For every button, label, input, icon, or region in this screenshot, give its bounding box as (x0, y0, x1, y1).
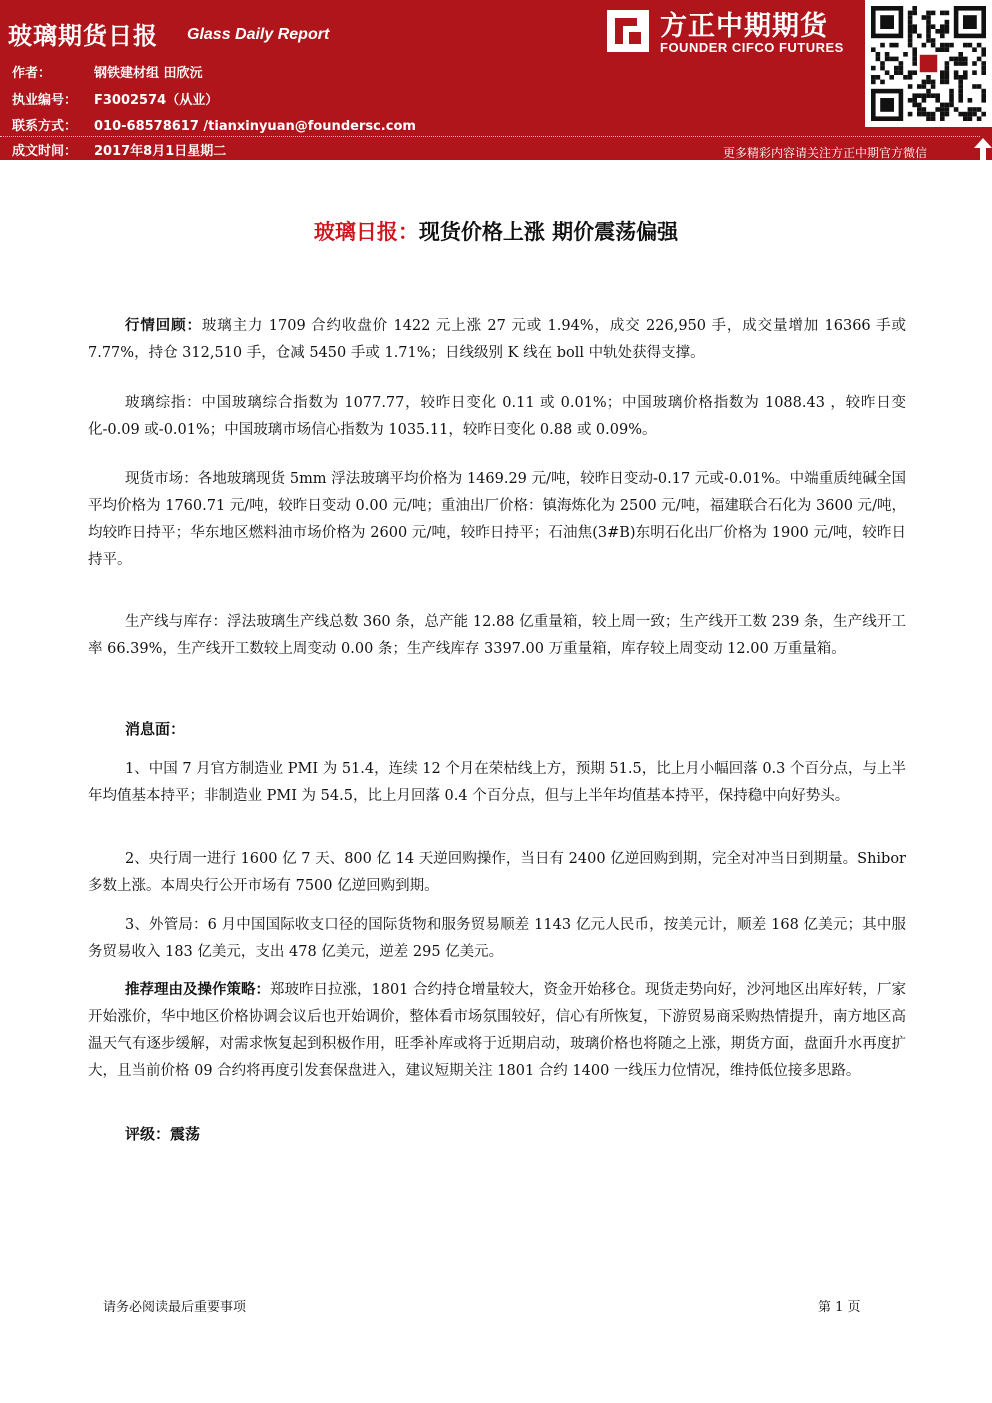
meta-contact (12, 115, 416, 134)
meta-label: 作者： (12, 66, 52, 81)
meta-divider (0, 136, 980, 137)
news-heading: 消息面： (125, 720, 186, 738)
rating (125, 1123, 200, 1144)
rating-label: 评级： (125, 1125, 171, 1143)
news-item-1: 1、中国 7 月官方制造业 PMI 为 51.4，连续 12 个月在荣枯线上方，预期 51.5，比上月小幅回落 0.3 个百分点，与上半年均值基本持平；非制造业 PMI 为 54.5，比上月回落 0.4 个百分点，但与上半年均值基本持平，保持稳中向好势头。 (88, 761, 906, 804)
brand-name-cn: 方正中期期货 (660, 11, 828, 42)
market-review-label: 行情回顾： (125, 318, 202, 334)
strategy-text: 郑玻昨日拉涨，1801 合约持仓增量较大，资金开始移仓。现货走势向好，沙河地区出库好转，厂家开始涨价，华中地区价格协调会议后也开始调价，整体看市场氛围较好，信心有所恢复，下游贸易商采购热情提升，南方地区高温天气有逐步缓解，对需求恢复起到积极作用，旺季补库或将于近期启动，玻璃价格也将随之上涨，期货方面，盘面升水再度扩大，且当前价格 09 合约将再度引发套保盘进入，建议短期关注 1801 合约 1400 一线压力位情况，维持低位接多思路。 (88, 982, 907, 1079)
news-item-2: 2、央行周一进行 1600 亿 7 天、800 亿 14 天逆回购操作，当日有 2400 亿逆回购到期，完全对冲当日到期量。Shibor 多数上涨。本周央行公开市场有 7500 亿逆回购到期。 (88, 851, 906, 894)
spot-market-paragraph: 现货市场：各地玻璃现货 5mm 浮法玻璃平均价格为 1469.29 元/吨，较昨日变动-0.17 元或-0.01%。中端重质纯碱全国平均价格为 1760.71 元/吨，较昨日变动 0.00 元/吨；重油出厂价格：镇海炼化为 2500 元/吨，福建联合石化为 3600 元/吨，均较昨日持平；华东地区燃料油市场价格为 2600 元/吨，较昨日持平；石油焦(3#B)东明石化出厂价格为 1900 元/吨，较昨日持平。 (88, 471, 906, 568)
page-title (0, 216, 992, 246)
arrow-up-icon (974, 138, 992, 160)
meta-value: 钢铁建材组 田欣沅 (94, 66, 203, 81)
report-title-en: Glass Daily Report (187, 26, 330, 43)
qr-code-icon (865, 0, 992, 127)
meta-label: 执业编号： (12, 93, 78, 108)
qr-code[interactable] (865, 0, 992, 127)
wechat-follow-note: 更多精彩内容请关注方正中期官方微信 (723, 146, 928, 160)
header-banner (0, 0, 992, 160)
rating-value: 震荡 (170, 1125, 201, 1143)
meta-date (12, 140, 226, 159)
market-review-text: 玻璃主力 1709 合约收盘价 1422 元上涨 27 元或 1.94%，成交 226,950 手，成交量增加 16366 手或 7.77%，持仓 312,510 手，仓减 5450 手或 1.71%；日线级别 K 线在 boll 中轨处获得支撑。 (88, 318, 907, 361)
production-inventory-paragraph: 生产线与库存：浮法玻璃生产线总数 360 条，总产能 12.88 亿重量箱，较上周一致；生产线开工数 239 条，生产线开工率 66.39%，生产线开工数较上周变动 0.00 条；生产线库存 3397.00 万重量箱，库存较上周变动 12.00 万重量箱。 (88, 614, 906, 657)
report-title-cn: 玻璃期货日报 (8, 22, 158, 50)
title-prefix: 玻璃日报： (313, 220, 419, 244)
page-number: 第 1 页 (818, 1300, 861, 1315)
meta-label: 成文时间： (12, 144, 78, 159)
strategy-paragraph (88, 977, 906, 1085)
meta-value: 010-68578617 /tianxinyuan@foundersc.com (94, 119, 416, 134)
footer-disclaimer: 请务必阅读最后重要事项 (103, 1300, 247, 1315)
title-main: 现货价格上涨 期价震荡偏强 (418, 220, 679, 244)
founder-logo-icon (607, 10, 649, 52)
market-review-paragraph (88, 313, 906, 367)
meta-license (12, 89, 218, 108)
meta-value: 2017年8月1日星期二 (94, 144, 227, 159)
glass-index-paragraph: 玻璃综指：中国玻璃综合指数为 1077.77，较昨日变化 0.11 或 0.01%；中国玻璃价格指数为 1088.43 ，较昨日变化-0.09 或-0.01%；中国玻璃市场信心指数为 1035.11，较昨日变化 0.88 或 0.09%。 (88, 395, 906, 438)
brand-name-en: FOUNDER CIFCO FUTURES (660, 40, 844, 55)
news-item-3: 3、外管局：6 月中国国际收支口径的国际货物和服务贸易顺差 1143 亿元人民币，按美元计，顺差 168 亿美元；其中服务贸易收入 183 亿美元，支出 478 亿美元，逆差 295 亿美元。 (88, 917, 906, 960)
meta-author (12, 62, 203, 81)
meta-label: 联系方式： (12, 119, 78, 134)
meta-value: F3002574（从业） (94, 93, 219, 108)
strategy-label: 推荐理由及操作策略： (125, 982, 270, 998)
